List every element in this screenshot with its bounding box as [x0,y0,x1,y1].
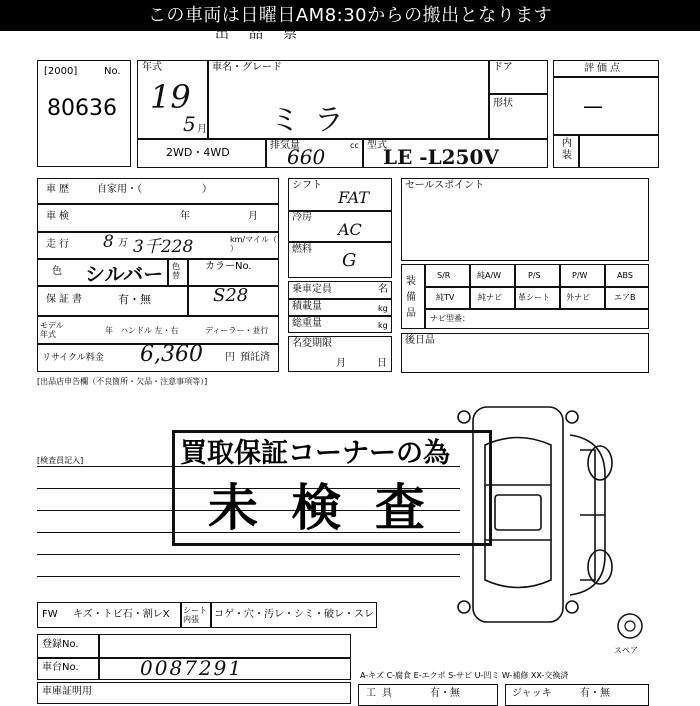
color-label: 色 [52,266,62,277]
inspector-label: [検査員記入] [37,456,84,465]
equip-leather: 革シート [518,293,550,302]
cert-label: 車庫証明用 [42,686,92,697]
history-label: 車歴 [46,184,72,195]
load-unit: kg [378,304,388,313]
interior-label: 内装 [562,138,572,161]
name-change-day: 日 [377,358,387,369]
mileage-man-value: 8 [103,232,114,252]
stamp-line1: 買取保証コーナーの為 [180,438,450,469]
handle-field: ハンドル 左・右 [120,326,179,335]
jack-value: 有・無 [580,688,610,699]
lot-no-label: No. [104,66,121,77]
model-label: 型式 [367,140,387,151]
history-value: 自家用・（ ） [97,184,212,195]
sheet-title: 出品票 [215,26,317,42]
dealer-field: ディーラー・並行 [205,326,269,335]
month-value: 5 [183,112,196,136]
model-year-label: モデル年式 [40,321,64,339]
color-value: シルバー [85,262,164,286]
door-label: ドア [493,62,513,73]
weight-label: 総重量 [292,318,322,329]
shift-value: FAT [338,188,370,207]
equipment-label: 装備品 [406,276,416,319]
equip-tv: 純TV [436,293,455,302]
name-change-label: 名変期限 [292,338,332,349]
recycle-unit: 円 [225,352,235,363]
equip-aw: 純A/W [477,271,502,280]
tools-value: 有・無 [430,688,460,699]
recycle-deposit: 預託済 [240,352,270,363]
equip-airbag: エアB [614,293,636,302]
jack-label: ジャッキ [512,688,552,699]
equip-ps: P/S [528,271,541,280]
capacity-label: 乗車定員 [292,284,332,295]
fw-label: FW [42,609,58,620]
month-unit: 月 [197,124,207,135]
model-year-unit: 年 [105,326,113,335]
stamp-line2: 未 検 査 [208,479,433,537]
sales-point-label: セールスポイント [405,180,485,191]
color-code-value: S28 [213,285,249,306]
mileage-unit: km/マイル（ ） [230,235,277,253]
model-value: LE -L250V [383,145,499,169]
postnote-box [401,333,649,373]
equip-pw: P/W [572,271,588,280]
registration-label: 登録No. [42,639,79,650]
score-label: 評価点 [584,63,623,74]
top-banner: この車両は日曜日AM8:30からの搬出となります [0,0,700,31]
equip-abs: ABS [617,271,633,280]
weight-unit: kg [378,321,388,330]
equip-navi: 純ナビ [478,293,502,302]
warranty-value: 有・無 [118,293,151,306]
shape-label: 形状 [493,98,513,109]
year-value: 19 [150,78,191,116]
mileage-label: 走行 [46,239,72,250]
lot-number: 80636 [47,96,117,121]
chassis-label: 車台No. [42,662,79,673]
recycle-label: リサイクル料金 [42,353,104,363]
displacement-value: 660 [287,145,326,169]
year-label: 年式 [142,62,162,73]
load-label: 積載量 [292,301,322,312]
inspection-month-unit: 月 [248,211,258,222]
displacement-label: 排気量 [270,140,300,151]
equip-ext-navi: 外ナビ [566,293,590,302]
mileage-rest-value: 3千228 [133,237,194,257]
color-change-label: 色替 [172,262,180,280]
score-value: — [583,94,603,118]
name-change-month: 月 [336,358,346,369]
equip-navi-model: ナビ型番： [430,314,470,323]
spare-tire-icon [616,612,644,640]
cooling-label: 冷房 [292,212,312,223]
fuel-label: 燃料 [292,244,312,255]
car-name-label: 車名・グレード [212,62,282,73]
exhibitor-label: [出品店申告欄（不良箇所・欠品・注意事項等）] [37,377,208,386]
car-name-value: ミラ [270,103,358,138]
cooling-value: AC [338,220,362,239]
drive-label: 2WD・4WD [166,146,230,159]
spare-label: スペア [614,646,638,655]
inspection-year-unit: 年 [180,211,190,222]
shift-label: シフト [292,180,322,191]
capacity-unit: 名 [378,284,388,295]
mileage-man-unit: 万 [118,238,128,249]
lot-code: [2000] [44,66,78,77]
tools-label: 工具 [366,688,398,699]
damage-legend: A-キズ C-腐食 E-エクボ S-サビ U-凹ミ W-補修 XX-交換済 [360,671,569,680]
equip-sr: S/R [437,271,451,280]
fuel-value: G [342,250,357,271]
displacement-unit: cc [350,141,359,150]
inspection-label: 車検 [46,211,72,222]
fw-text: キズ・トビ石・割レX [73,609,170,620]
recycle-value: 6,360 [140,342,203,367]
postnote-label: 後日品 [405,335,435,346]
chassis-value: 0087291 [140,656,244,680]
seat-text: コゲ・穴・汚レ・シミ・破レ・スレ [214,609,374,620]
color-code-label: カラーNo. [205,261,252,272]
warranty-label: 保証書 [46,294,85,305]
seat-label: シート内張 [183,606,207,624]
